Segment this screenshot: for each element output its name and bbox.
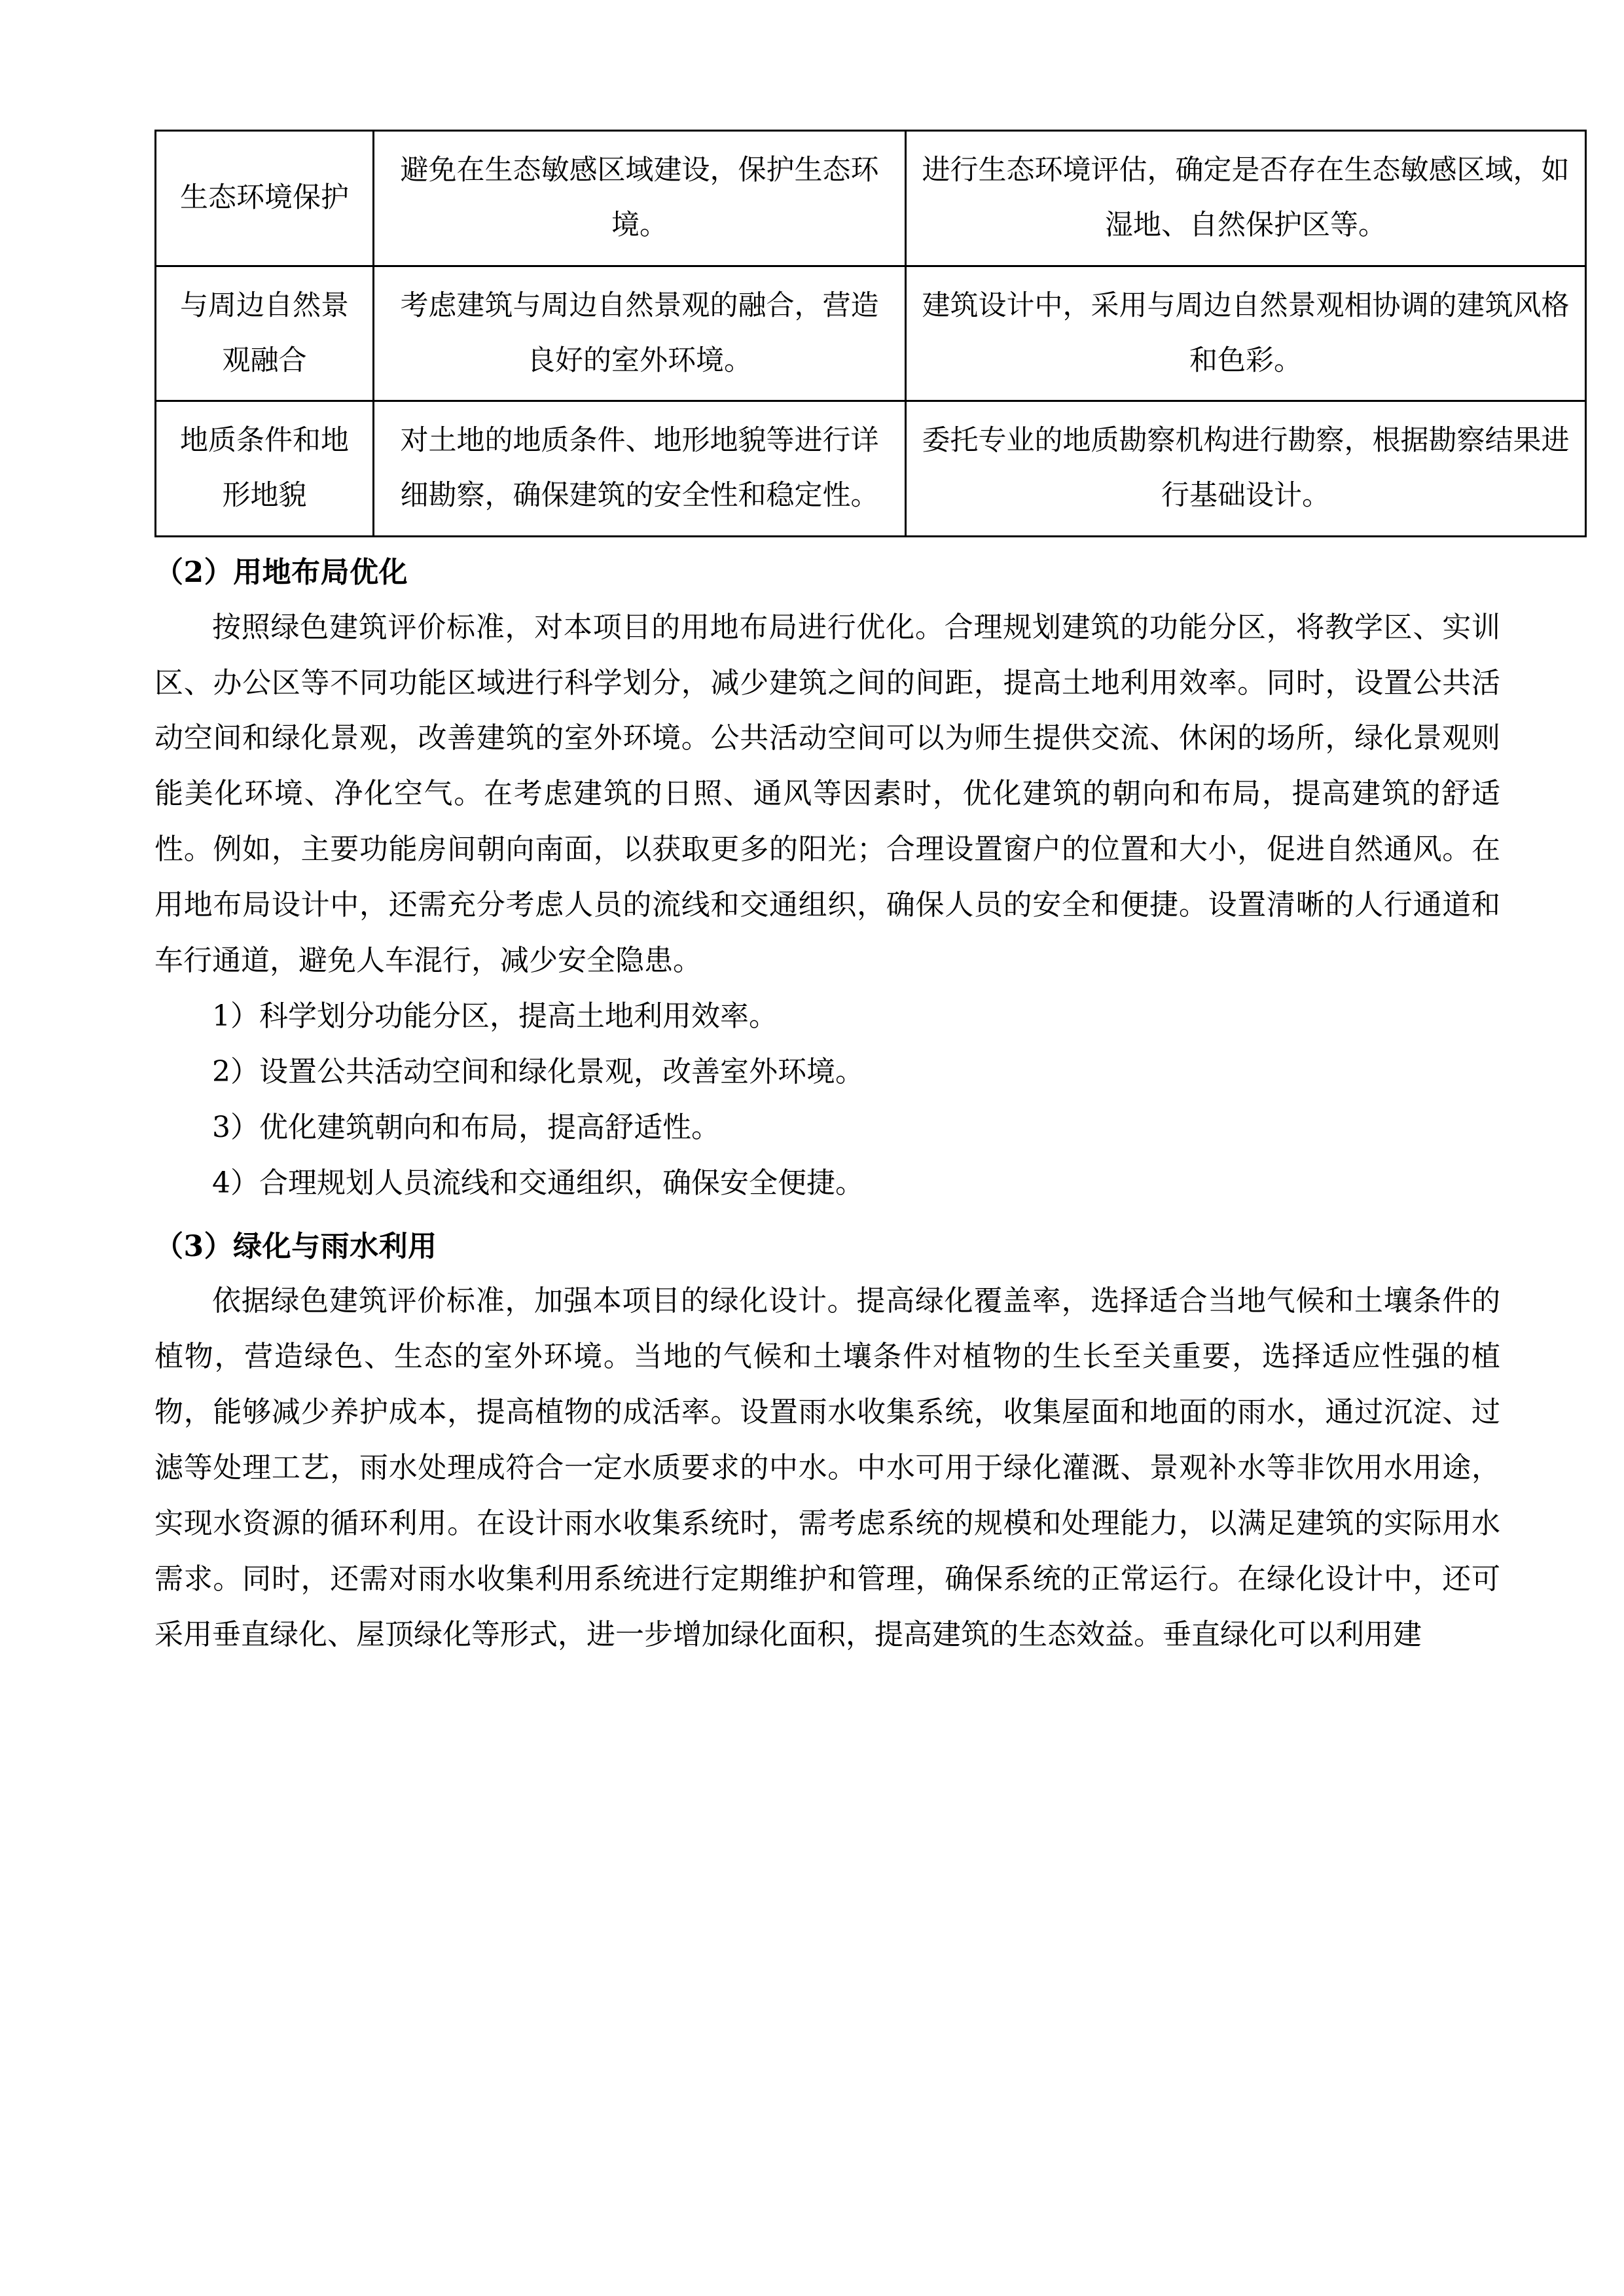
page-content bbox=[154, 130, 1570, 1663]
list-item: 3）优化建筑朝向和布局，提高舒适性。 bbox=[212, 1110, 720, 1144]
table-body bbox=[156, 131, 1586, 537]
section-paragraph-land-layout: 按照绿色建筑评价标准，对本项目的用地布局进行优化。合理规划建筑的功能分区，将教学区、实训区、办公区等不同功能区域进行科学划分，减少建筑之间的间距，提高土地利用效率。同时，设置公共活动空间和绿化景观，改善建筑的室外环境。公共活动空间可以为师生提供交流、休闲的场所，绿化景观则能美化环境、净化空气。在考虑建筑的日照、通风等因素时，优化建筑的朝向和布局，提高建筑的舒适性。例如，主要功能房间朝向南面，以获取更多的阳光；合理设置窗户的位置和大小，促进自然通风。在用地布局设计中，还需充分考虑人员的流线和交通组织，确保人员的安全和便捷。设置清晰的人行通道和车行通道，避免人车混行，减少安全隐患。 bbox=[154, 610, 1500, 978]
environmental-factors-table bbox=[154, 130, 1587, 537]
table-cell-action: 进行生态环境评估，确定是否存在生态敏感区域，如湿地、自然保护区等。 bbox=[906, 131, 1586, 266]
section-heading-greening-rainwater: （3）绿化与雨水利用 bbox=[154, 1229, 437, 1263]
table-row bbox=[156, 266, 1586, 401]
table-cell-factor: 生态环境保护 bbox=[156, 131, 374, 266]
list-item: 4）合理规划人员流线和交通组织，确保安全便捷。 bbox=[212, 1166, 864, 1200]
section-paragraph-greening-rainwater: 依据绿色建筑评价标准，加强本项目的绿化设计。提高绿化覆盖率，选择适合当地气候和土壤条件的植物，营造绿色、生态的室外环境。当地的气候和土壤条件对植物的生长至关重要，选择适应性强的植物，能够减少养护成本，提高植物的成活率。设置雨水收集系统，收集屋面和地面的雨水，通过沉淀、过滤等处理工艺，雨水处理成符合一定水质要求的中水。中水可用于绿化灌溉、景观补水等非饮用水用途，实现水资源的循环利用。在设计雨水收集系统时，需考虑系统的规模和处理能力，以满足建筑的实际用水需求。同时，还需对雨水收集利用系统进行定期维护和管理，确保系统的正常运行。在绿化设计中，还可采用垂直绿化、屋顶绿化等形式，进一步增加绿化面积，提高建筑的生态效益。垂直绿化可以利用建 bbox=[154, 1284, 1500, 1651]
table-cell-action: 委托专业的地质勘察机构进行勘察，根据勘察结果进行基础设计。 bbox=[906, 401, 1586, 537]
table-row bbox=[156, 401, 1586, 537]
table-cell-measure: 对土地的地质条件、地形地貌等进行详细勘察，确保建筑的安全性和稳定性。 bbox=[374, 401, 906, 537]
table-cell-measure: 避免在生态敏感区域建设，保护生态环境。 bbox=[374, 131, 906, 266]
table-row bbox=[156, 131, 1586, 266]
list-item: 2）设置公共活动空间和绿化景观，改善室外环境。 bbox=[212, 1054, 864, 1088]
table-cell-factor: 与周边自然景观融合 bbox=[156, 266, 374, 401]
table-cell-factor: 地质条件和地形地貌 bbox=[156, 401, 374, 537]
list-item: 1）科学划分功能分区，提高土地利用效率。 bbox=[212, 999, 778, 1033]
section-heading-land-layout: （2）用地布局优化 bbox=[154, 556, 408, 590]
table-cell-measure: 考虑建筑与周边自然景观的融合，营造良好的室外环境。 bbox=[374, 266, 906, 401]
table-cell-action: 建筑设计中，采用与周边自然景观相协调的建筑风格和色彩。 bbox=[906, 266, 1586, 401]
